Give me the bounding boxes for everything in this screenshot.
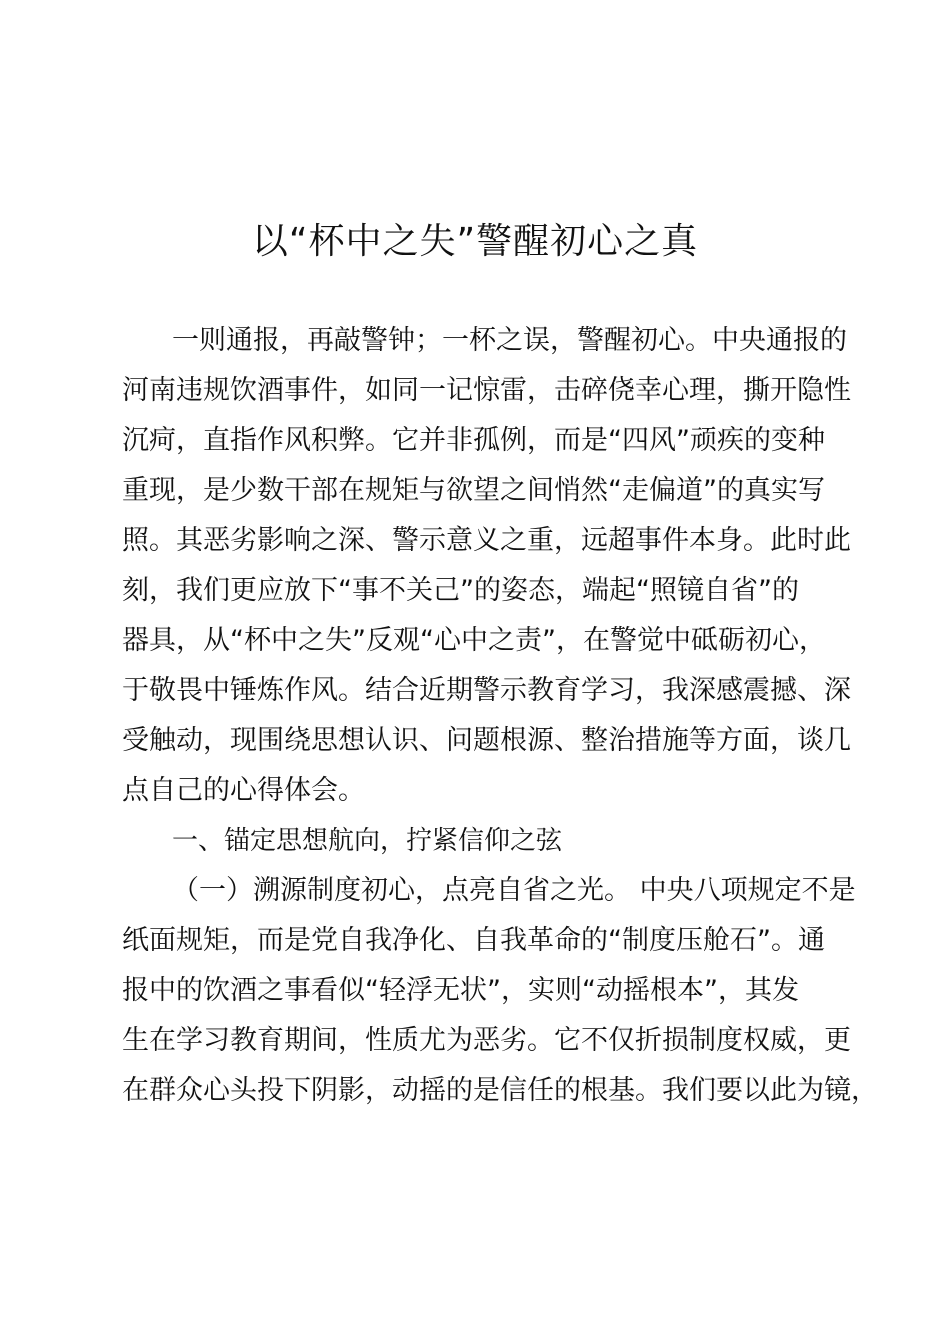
paragraph-line: 重现，是少数干部在规矩与欲望之间悄然“走偏道”的真实写 — [122, 475, 825, 506]
paragraph-line: 刻，我们更应放下“事不关己”的姿态，端起“照镜自省”的 — [122, 575, 799, 606]
paragraph-line: 受触动，现围绕思想认识、问题根源、整治措施等方面，谈几 — [122, 725, 851, 756]
document-title: 以“杯中之失”警醒初心之真 — [251, 221, 699, 262]
paragraph-line: 生在学习教育期间，性质尤为恶劣。它不仅折损制度权威，更 — [122, 1025, 851, 1056]
paragraph-line: 一则通报，再敲警钟；一杯之误，警醒初心。中央通报的 — [172, 325, 847, 356]
section-heading: 一、锚定思想航向，拧紧信仰之弦 — [172, 826, 563, 856]
paragraph-line: 器具，从“杯中之失”反观“心中之责”，在警觉中砥砺初心， — [122, 625, 826, 656]
paragraph-line: 沉疴，直指作风积弊。它并非孤例，而是“四风”顽疾的变种 — [122, 425, 825, 456]
paragraph-line: 照。其恶劣影响之深、警示意义之重，远超事件本身。此时此 — [122, 525, 851, 556]
paragraph-line: 河南违规饮酒事件，如同一记惊雷，击碎侥幸心理，撕开隐性 — [122, 375, 851, 406]
paragraph-line: 点自己的心得体会。 — [122, 775, 365, 806]
paragraph-line: 于敬畏中锤炼作风。结合近期警示教育学习，我深感震撼、深 — [122, 675, 851, 706]
paragraph-line: 报中的饮酒之事看似“轻浮无状”，实则“动摇根本”，其发 — [122, 975, 799, 1006]
paragraph-line: 在群众心头投下阴影，动摇的是信任的根基。我们要以此为镜， — [122, 1075, 878, 1106]
paragraph-line: 纸面规矩，而是党自我净化、自我革命的“制度压舱石”。通 — [122, 925, 825, 956]
paragraph-line: （一）溯源制度初心，点亮自省之光。 中央八项规定不是 — [172, 875, 856, 906]
